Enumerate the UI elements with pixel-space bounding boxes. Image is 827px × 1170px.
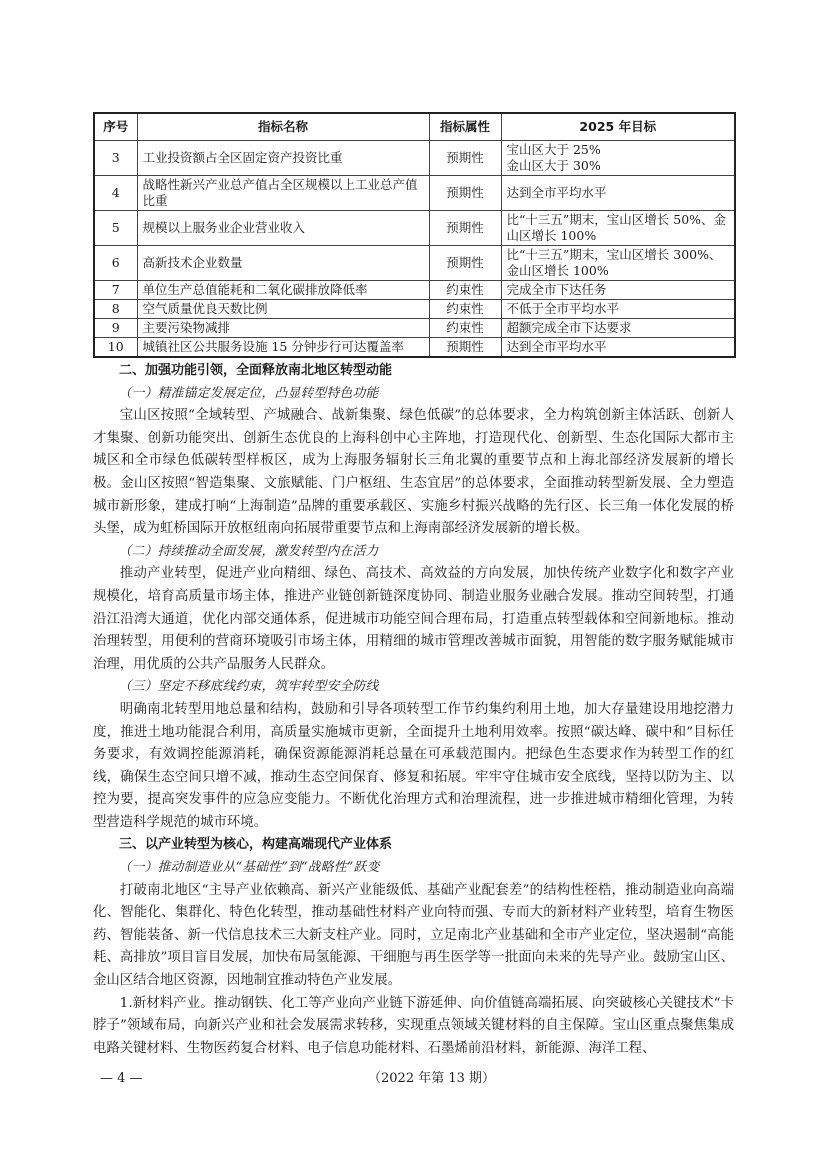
paragraph: 宝山区按照“全域转型、产城融合、战新集聚、绿色低碳”的总体要求，全力构筑创新主体活跃、创新人才集聚、创新功能突出、创新生态优良的上海科创中心主阵地，打造现代化、创新型、生态化国际大都市主城区和全市绿色低碳转型样板区，成为上海服务辐射长三角北翼的重要节点和上海北部经济发展新的增长极。金山区按照“智造集聚、文旅赋能、门户枢纽、生态宜居”的总体要求，全面推动转型新发展、全力塑造城市新形象，建成打响“上海制造”品牌的重要承载区、实施乡村振兴战略的先行区、长三角一体化发展的桥头堡，成为虹桥国际开放枢纽南向拓展带重要节点和上海南部经济发展新的增长极。 (93, 408, 734, 537)
table-row (94, 319, 735, 338)
header-indicator-name: 指标名称 (137, 113, 429, 141)
table-row (94, 300, 735, 319)
cell-indicator-attribute: 预期性 (429, 246, 501, 281)
table-row (94, 281, 735, 300)
target-line-baoshan: 宝山区大于 25% (506, 142, 601, 157)
cell-target: 达到全市平均水平 (501, 176, 735, 211)
cell-indicator-name: 规模以上服务业企业营业收入 (137, 211, 429, 246)
cell-indicator-name: 工业投资额占全区固定资产投资比重 (137, 141, 429, 176)
cell-serial-no: 3 (94, 141, 137, 176)
cell-indicator-name: 战略性新兴产业总产值占全区规模以上工业总产值比重 (137, 176, 429, 211)
body-text (93, 360, 734, 1060)
subsection-heading-2-2: （二）持续推动全面发展，激发转型内在活力 (118, 543, 379, 559)
paragraph: 明确南北转型用地总量和结构，鼓励和引导各项转型工作节约集约利用土地，加大存量建设用地挖潜力度，推进土地功能混合利用，高质量实施城市更新，全面提升土地利用效率。按照“碳达峰、碳中和”目标任务要求，有效调控能源消耗，确保资源能源消耗总量在可承载范围内。把绿色生态要求作为转型工作的红线，确保生态空间只增不减，推动生态空间保育、修复和拓展。牢牢守住城市安全底线，坚持以防为主、以控为要，提高突发事件的应急应变能力。不断优化治理方式和治理流程，进一步推进城市精细化管理，为转型营造科学规范的城市环境。 (93, 701, 734, 830)
cell-indicator-name: 高新技术企业数量 (137, 246, 429, 281)
cell-serial-no: 6 (94, 246, 137, 281)
cell-indicator-attribute: 预期性 (429, 211, 501, 246)
cell-target: 不低于全市平均水平 (501, 300, 735, 319)
cell-indicator-attribute: 预期性 (429, 141, 501, 176)
paragraph: 推动产业转型，促进产业向精细、绿色、高技术、高效益的方向发展，加快传统产业数字化和数字产业规模化，培育高质量市场主体，推进产业链创新链深度协同、制造业服务业融合发展。推动空间转型，打通沿江沿湾大通道，优化内部交通体系，促进城市功能空间合理布局，打造重点转型载体和空间新地标。推动治理转型，用便利的营商环境吸引市场主体，用精细的城市管理改善城市面貌，用智能的数字服务赋能城市治理，用优质的公共产品服务人民群众。 (93, 566, 734, 672)
section-heading-2: 二、加强功能引领，全面释放南北地区转型动能 (119, 363, 393, 378)
section-heading-3: 三、以产业转型为核心，构建高端现代产业体系 (119, 837, 393, 853)
cell-indicator-attribute: 预期性 (429, 176, 501, 211)
table-row (94, 141, 735, 176)
subsection-heading-2-3: （三）坚定不移底线约束，筑牢转型安全防线 (118, 679, 379, 695)
issue-label: （2022 年第 13 期） (368, 1071, 496, 1087)
cell-indicator-name: 空气质量优良天数比例 (137, 300, 429, 319)
page-footer (100, 1068, 740, 1090)
cell-indicator-name: 单位生产总值能耗和二氧化碳排放降低率 (137, 281, 429, 300)
cell-serial-no: 10 (94, 338, 137, 358)
cell-serial-no: 7 (94, 281, 137, 300)
paragraph: 打破南北地区“主导产业依赖高、新兴产业能级低、基础产业配套差”的结构性桎梏，推动制造业向高端化、智能化、集群化、特色化转型，推动基础性材料产业向特而强、专而大的新材料产业转型，培育生物医药、智能装备、新一代信息技术三大新支柱产业。同时，立足南北产业基础和全市产业定位，坚决遏制“高能耗、高排放”项目盲目发展，加快布局氢能源、干细胞与再生医学等一批面向未来的先导产业。鼓励宝山区、金山区结合地区资源，因地制宜推动特色产业发展。 (93, 882, 734, 989)
paragraph: 1.新材料产业。推动钢铁、化工等产业向产业链下游延伸、向价值链高端拓展、向突破核心关键技术“卡脖子”领域布局，向新兴产业和社会发展需求转移，实现重点领域关键材料的自主保障。宝山区重点聚焦集成电路关键材料、生物医药复合材料、电子信息功能材料、石墨烯前沿材料，新能源、海洋工程、 (93, 995, 734, 1056)
header-indicator-attribute: 指标属性 (429, 113, 501, 141)
cell-serial-no: 4 (94, 176, 137, 211)
table-row (94, 338, 735, 358)
table-row (94, 211, 735, 246)
subsection-heading-3-1: （一）推动制造业从“基础性”到“战略性”跃变 (118, 860, 380, 876)
cell-serial-no: 9 (94, 319, 137, 338)
cell-indicator-attribute: 预期性 (429, 338, 501, 358)
header-serial-no: 序号 (94, 113, 137, 141)
cell-serial-no: 8 (94, 300, 137, 319)
indicators-table (93, 112, 736, 358)
cell-indicator-name: 主要污染物减排 (137, 319, 429, 338)
table-header-row (94, 113, 735, 141)
cell-serial-no: 5 (94, 211, 137, 246)
subsection-heading-2-1: （一）精准锚定发展定位，凸显转型特色功能 (118, 385, 379, 401)
cell-target: 完成全市下达任务 (501, 281, 735, 300)
cell-indicator-attribute: 约束性 (429, 319, 501, 338)
cell-target: 比“十三五”期末，宝山区增长 300%、金山区增长 100% (501, 246, 735, 281)
header-2025-target: 2025 年目标 (501, 113, 735, 141)
page-number: — 4 — (100, 1071, 143, 1087)
target-line-jinshan: 金山区大于 30% (506, 158, 601, 173)
cell-indicator-attribute: 约束性 (429, 281, 501, 300)
cell-indicator-attribute: 约束性 (429, 300, 501, 319)
cell-target: 达到全市平均水平 (501, 338, 735, 358)
cell-target (501, 141, 735, 176)
document-page (93, 0, 734, 1060)
table-row (94, 246, 735, 281)
cell-target: 超额完成全市下达要求 (501, 319, 735, 338)
table-row (94, 176, 735, 211)
cell-target: 比“十三五”期末，宝山区增长 50%、金山区增长 100% (501, 211, 735, 246)
cell-indicator-name: 城镇社区公共服务设施 15 分钟步行可达覆盖率 (137, 338, 429, 358)
